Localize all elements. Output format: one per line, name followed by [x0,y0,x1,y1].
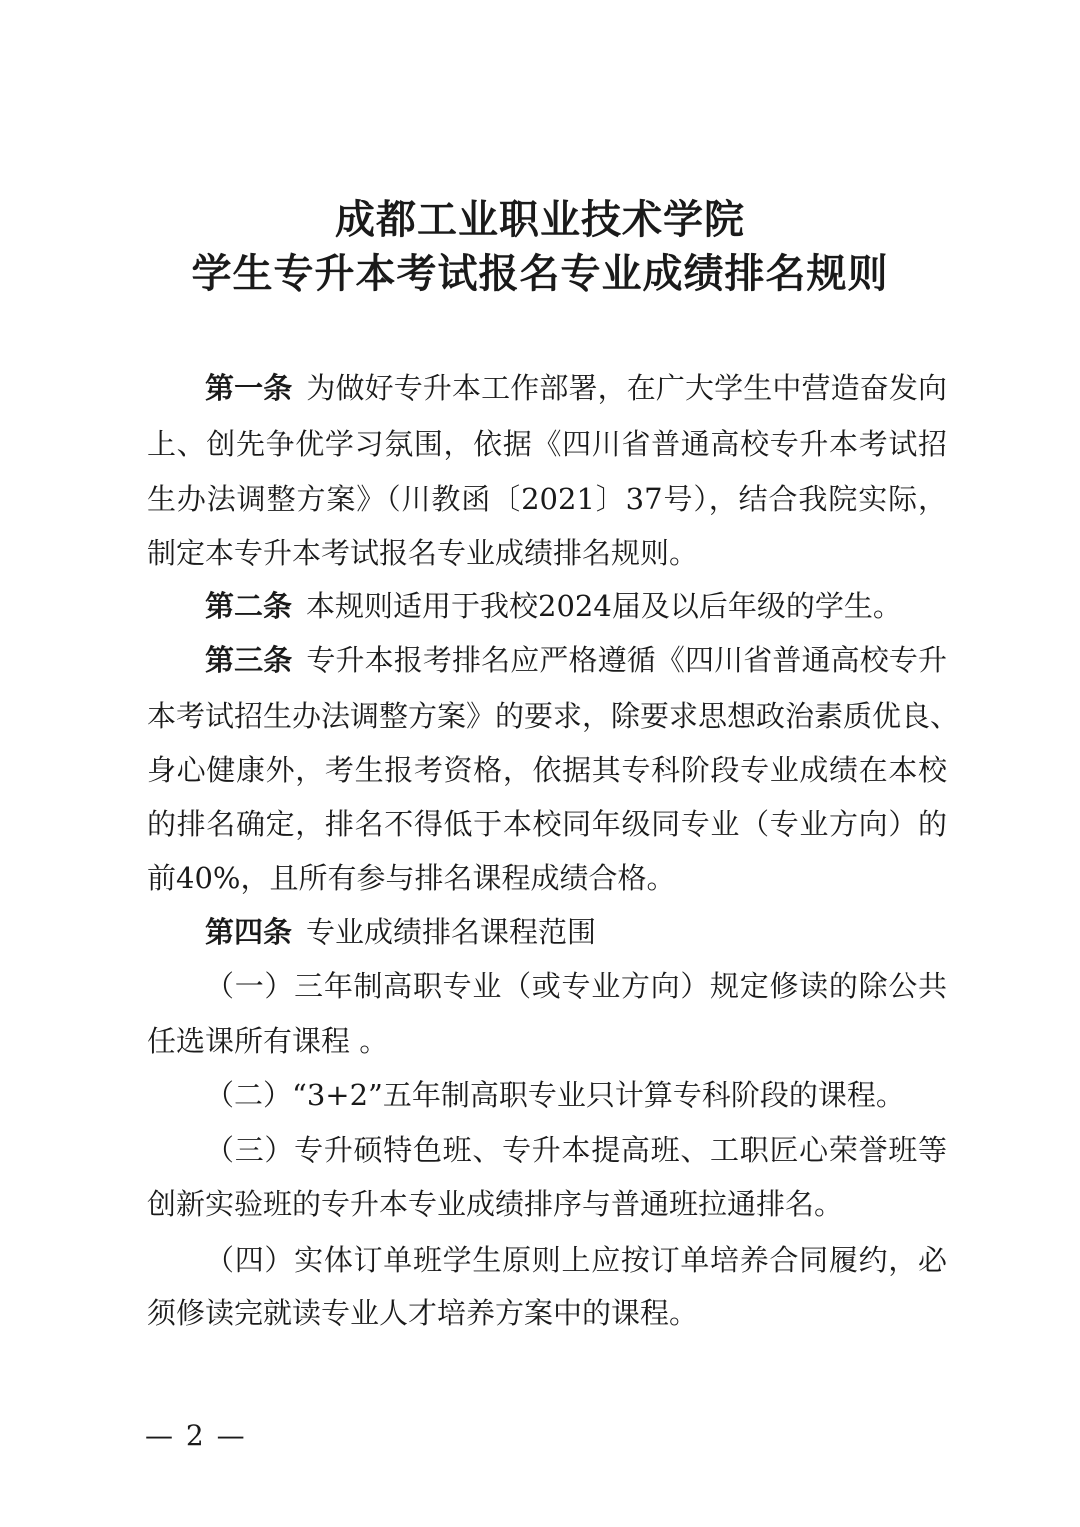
article-3-line-3: 身心健康外，考生报考资格，依据其专科阶段专业成绩在本校 [147,753,947,787]
article-3-line-1 [205,640,947,680]
item-2-line-1: （二）“3+2”五年制高职专业只计算专科阶段的课程。 [205,1078,905,1112]
article-1-line-1 [205,368,947,408]
article-1-line-3: 生办法调整方案》（川教函〔2021〕37号），结合我院实际， [147,482,947,516]
document-title-line1: 成都工业职业技术学院 [335,196,745,243]
article-3-line-2: 本考试招生办法调整方案》的要求，除要求思想政治素质优良、 [147,699,960,733]
article-2-label: 第二条 [205,589,293,623]
article-3-line-4: 的排名确定，排名不得低于本校同年级同专业（专业方向）的 [147,807,947,841]
article-1-label: 第一条 [205,371,293,405]
article-3-label: 第三条 [205,643,293,677]
document-title-line2: 学生专升本考试报名专业成绩排名规则 [191,250,889,297]
article-4-line-1 [205,912,947,952]
article-1-line-2: 上、创先争优学习氛围，依据《四川省普通高校专升本考试招 [147,427,947,461]
article-2-line-1 [205,586,947,626]
article-1-text-1: 为做好专升本工作部署，在广大学生中营造奋发向 [306,371,947,405]
article-3-line-5: 前40%，且所有参与排名课程成绩合格。 [147,861,676,895]
item-1-line-1: （一）三年制高职专业（或专业方向）规定修读的除公共 [205,969,947,1003]
article-4-text-1: 专业成绩排名课程范围 [306,915,597,949]
item-1-line-2: 任选课所有课程 。 [147,1024,389,1058]
article-1-line-4: 制定本专升本考试报名专业成绩排名规则。 [147,536,699,570]
article-4-label: 第四条 [205,915,293,949]
item-4-line-2: 须修读完就读专业人才培养方案中的课程。 [147,1296,699,1330]
item-3-line-2: 创新实验班的专升本专业成绩排序与普通班拉通排名。 [147,1187,844,1221]
item-4-line-1: （四）实体订单班学生原则上应按订单培养合同履约，必 [205,1243,947,1277]
page-number: — 2 — [145,1419,247,1452]
item-3-line-1: （三）专升硕特色班、专升本提高班、工职匠心荣誉班等 [205,1133,947,1167]
article-2-text-1: 本规则适用于我校2024届及以后年级的学生。 [306,589,902,623]
article-3-text-1: 专升本报考排名应严格遵循《四川省普通高校专升 [306,643,947,677]
